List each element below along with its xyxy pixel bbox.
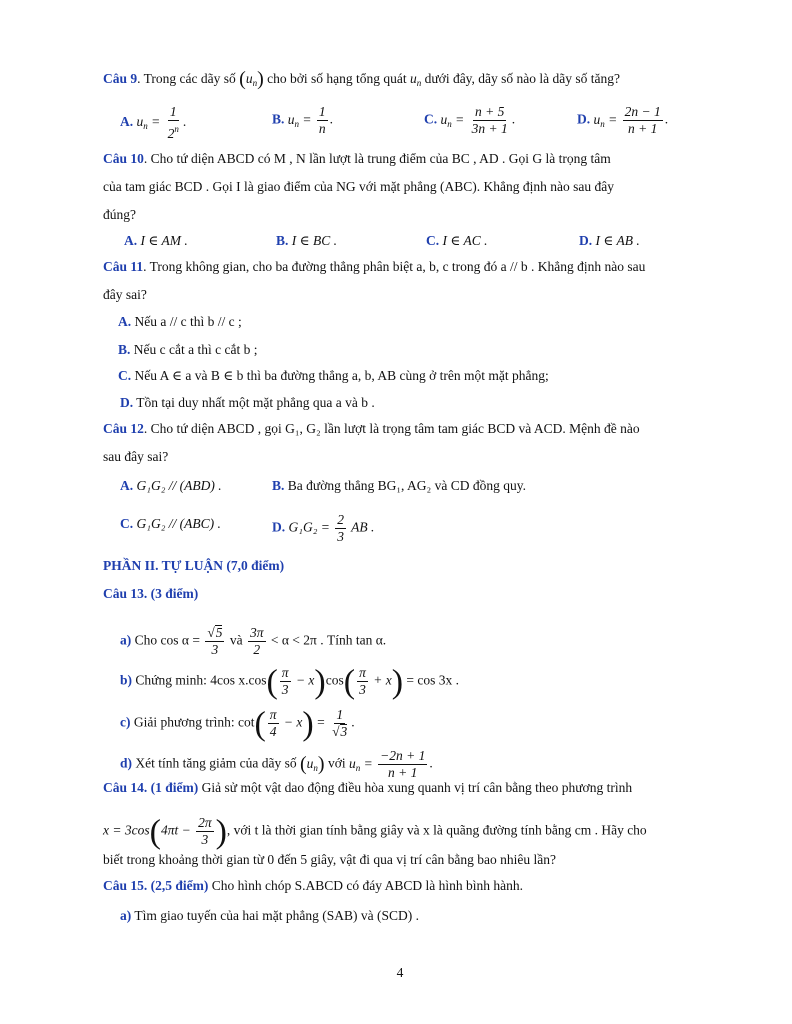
math-text: AB . [348,519,375,535]
denominator: 3 [281,682,289,697]
radical-icon: √ [332,724,340,739]
q10-option-c [426,232,488,250]
math-text: < α < 2π . Tính tan α. [267,632,387,648]
option-text: I ∈ BC . [291,233,338,248]
q9-stem [103,70,620,92]
math-text: G₁G₂ = [288,519,334,535]
math-text: cos [325,672,344,688]
option-label: D. [577,111,591,127]
math-un: $u_n$ = [440,111,468,129]
math-text: + x [369,672,392,688]
q12-option-b [272,477,526,495]
fraction [317,104,328,137]
numerator: π [281,665,289,680]
radical-icon: √ [207,625,215,640]
math-text: − x [280,714,303,730]
page-number: 4 [396,965,404,980]
fraction [248,625,266,658]
numerator: π [359,665,366,680]
fraction [166,104,181,142]
q10-option-d [579,232,640,250]
part-label: d) [120,755,133,771]
denominator: 3 [359,682,366,697]
q11-option-d [120,394,375,412]
numerator: 2 [337,512,344,527]
q13-label: Câu 13. (3 điểm) [103,586,199,601]
denominator [330,724,349,740]
part-label: c) [120,714,131,730]
denominator [166,121,181,142]
part-label: a) [120,908,132,923]
option-text: Tồn tại duy nhất một mặt phẳng qua a và b . [136,395,375,410]
option-label: D. [579,233,593,248]
option-label: A. [124,233,138,248]
paren-close: ) [302,705,314,743]
denominator: 3 [337,529,344,544]
q14-line3: biết trong khoảng thời gian từ 0 đến 5 giây, vật đi qua vị trí cân bằng bao nhiêu lần? [103,852,556,867]
math-un: $u_n$ = [348,755,377,773]
denominator: n + 1 [628,121,658,136]
denominator: 2 [253,642,261,657]
option-label: C. [120,516,134,531]
option-text: Nếu c cắt a thì c cắt b ; [133,342,258,357]
q9-option-b: B. $u_n$ = $\frac{1}{n}$ . [272,104,334,136]
q12-option-d [272,512,374,545]
denominator: 4 [269,724,277,739]
q12-text: . Cho tứ diện ABCD , gọi G₁, G₂ lần lượt là trọng tâm tam giác BCD và ACD. Mệnh đề nào [143,421,640,436]
option-text: Nếu A ∈ a và B ∈ b thì ba đường thẳng a, b, AB cùng ở trên một mặt phẳng; [134,368,549,383]
math-un: $u_n$ = [287,111,315,129]
numerator: 2n − 1 [624,104,661,119]
denominator: n [318,121,326,136]
q13-b [120,663,460,701]
math-text: Giải phương trình: cot [130,714,255,730]
option-label: A. [120,478,134,493]
option-label: B. [272,111,285,127]
q11-text: . Trong không gian, cho ba đường thẳng phân biệt a, b, c trong đó a // b . Khẳng định nào sau [143,259,646,274]
fraction [268,707,279,740]
q12-line2: sau đây sai? [103,449,169,464]
math-text: Cho cos α = [131,632,204,648]
q11-option-b [118,341,257,359]
paren-open: ( [266,663,278,701]
q14-line2 [103,813,647,851]
q15-a [120,907,419,925]
fraction [280,665,291,698]
q12-option-c [120,515,221,533]
q13-a [120,625,386,658]
q11-line1 [103,258,645,276]
radicand: 5 [215,625,223,640]
q9-text1: . Trong các dãy số [137,71,240,86]
option-text: Nếu a // c thì b // c ; [134,314,242,329]
option-label: B. [272,478,285,493]
q10-option-b [276,232,337,250]
math-text: Chứng minh: 4cos x.cos [132,672,267,688]
numerator: −2n + 1 [380,748,426,763]
part-label: a) [120,632,132,648]
option-label: C. [424,111,438,127]
numerator: 3π [249,625,264,640]
q9-option-c: C. $u_n$ = $\frac{n + 5}{3n + 1}$ . [424,104,516,136]
math-text: = [313,714,329,730]
fraction [378,748,427,781]
q10-line1 [103,150,611,168]
q11-option-c [118,367,549,385]
option-label: C. [118,368,132,383]
option-text: G₁G₂ // (ABD) . [136,478,222,493]
math-text: . [429,755,433,771]
numerator: 2π [198,815,212,830]
math-text: 4πt − [160,822,195,838]
math-text: với [324,755,349,771]
option-label: A. [118,314,132,329]
fraction [196,815,214,848]
denominator: n + 1 [388,765,418,780]
option-label: B. [276,233,289,248]
fraction [205,625,224,658]
q10-label: Câu 10 [103,151,144,166]
fraction [623,104,663,137]
q11-label: Câu 11 [103,259,144,274]
part-label: b) [120,672,133,688]
q13-d [120,748,433,781]
paren-open: ( [254,705,266,743]
math-seq: $(u_n)$ [299,752,325,775]
numerator [205,625,224,642]
option-text: I ∈ AB . [595,233,640,248]
numerator: 1 [169,104,177,119]
math-text: Xét tính tăng giảm của dãy số [132,755,300,771]
q15-label: Câu 15. (2,5 điểm) [103,878,209,893]
q9-option-d: D. $u_n$ = $\frac{2n - 1}{n + 1}$ . [577,104,669,136]
fraction [357,665,368,698]
numerator: π [269,707,277,722]
paren-close: ) [314,663,326,701]
radicand: 3 [340,724,348,739]
q10-line2: của tam giác BCD . Gọi I là giao điểm của NG với mặt phẳng (ABC). Khẳng định nào sau đây [103,179,615,194]
q10-option-a [124,232,188,250]
q11-option-a [118,313,242,331]
q15-a-text: Tìm giao tuyến của hai mặt phẳng (SAB) và (SCD) . [131,908,419,923]
q14-text: , với t là thời gian tính bằng giây và x là quãng đường tính bằng cm . Hãy cho [226,822,647,838]
q15-text: Cho hình chóp S.ABCD có đáy ABCD là hình bình hành. [208,878,523,893]
q10-text: . Cho tứ diện ABCD có M , N lần lượt là trung điểm của BC , AD . Gọi G là trọng tâm [143,151,611,166]
q15-line1 [103,877,523,895]
option-label: B. [118,342,131,357]
numerator: n + 5 [475,104,505,119]
math-text: x = 3cos [103,822,150,838]
q14-line1 [103,779,632,797]
option-text: Ba đường thẳng BG₁, AG₂ và CD đồng quy. [287,478,526,493]
paren-close: ) [215,813,227,851]
den-base: 2 [167,126,175,141]
q9-text3: dưới đây, dãy số nào là dãy số tăng? [421,71,621,86]
q9-label: Câu 9 [103,71,138,86]
denominator: 3 [201,832,209,847]
option-label: A. [120,114,134,130]
q13-c [120,705,355,743]
q9-seq-un: $(u_n)$ [239,68,264,90]
option-text: G₁G₂ // (ABC) . [136,516,221,531]
numerator: 1 [336,707,344,722]
q12-option-a [120,477,222,495]
option-label: D. [272,519,286,535]
q14-label: Câu 14. (1 điểm) [103,780,199,795]
math-un: $u_n$ = [136,114,164,132]
exponent-n: n [174,124,179,134]
fraction [335,512,346,545]
q9-text2: cho bởi số hạng tổng quát [263,71,410,86]
math-text: = cos 3x . [403,672,460,688]
denominator: 3 [211,642,219,657]
fraction [470,104,510,137]
option-label: C. [426,233,440,248]
q9-option-a: A. $u_n$ = $\frac{1}{2^n}$ . [120,104,187,141]
paren-open: ( [149,813,161,851]
part2-title: PHẦN II. TỰ LUẬN (7,0 điểm) [103,558,285,573]
fraction [330,707,349,740]
paren-open: ( [343,663,356,701]
math-text: . [351,714,355,730]
paren-close: ) [391,663,404,701]
q11-line2: đây sai? [103,287,147,302]
math-un: $u_n$ = [593,111,621,129]
option-text: I ∈ AM . [140,233,188,248]
q9-un: $u_n$ [409,71,422,88]
q12-label: Câu 12 [103,421,144,436]
q10-line3: đúng? [103,207,136,222]
math-text: và [226,632,246,648]
q12-line1 [103,420,640,438]
option-label: D. [120,395,134,410]
math-text: − x [292,672,315,688]
numerator: 1 [318,104,326,119]
denominator: 3n + 1 [471,121,508,136]
q14-text: Giả sử một vật dao động điều hòa xung quanh vị trí cân bằng theo phương trình [198,780,633,795]
option-text: I ∈ AC . [442,233,488,248]
